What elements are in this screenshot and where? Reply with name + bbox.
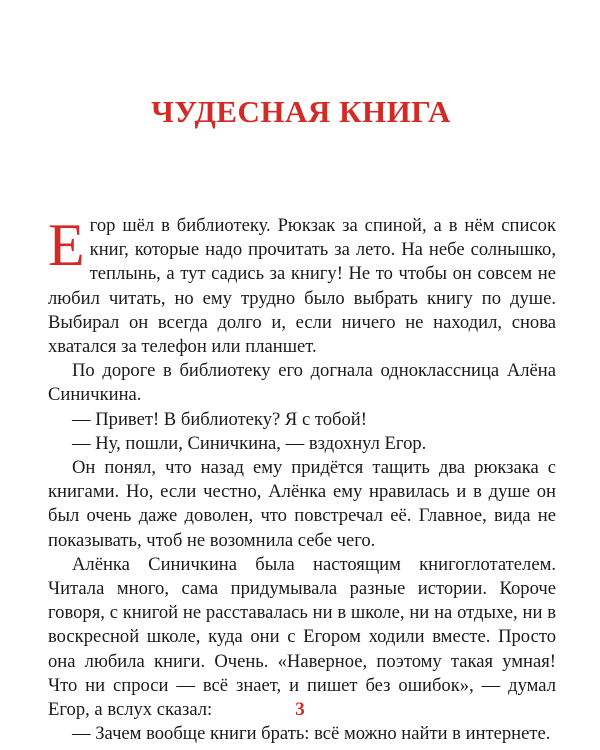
body-text bbox=[48, 214, 556, 746]
chapter-title bbox=[0, 94, 530, 130]
page-number: 3 bbox=[295, 699, 305, 720]
chapter-title-text: ЧУДЕСНАЯ КНИГА bbox=[151, 94, 451, 129]
drop-cap: Е bbox=[48, 212, 85, 278]
paragraph-6: Алёнка Синичкина была настоящим книгоглотателем. Читала много, сама придумывала разные истории. Короче говоря, с книгой не расставалась ни в школе, ни на отдыхе, ни в воскресной школе, куда они с Егором ходили вместе. Просто она любила книги. Очень. «Наверное, поэтому такая умная! Что ни спроси — всё знает, и пишет без ошибок», — думал Егор, а вслух сказал: bbox=[48, 553, 556, 721]
paragraph-3: — Привет! В библиотеку? Я с тобой! bbox=[72, 408, 367, 430]
paragraph-7: — Зачем вообще книги брать: всё можно найти в интернете. bbox=[72, 723, 551, 745]
paragraph-2: По дороге в библиотеку его догнала одноклассница Алёна Синичкина. bbox=[48, 360, 556, 406]
paragraph-4: — Ну, пошли, Синичкина, — вздохнул Егор. bbox=[72, 432, 427, 454]
paragraph-1-text: гор шёл в библиотеку. Рюкзак за спиной, а в нём список книг, которые надо прочитать за лето. На небе солнышко, теплынь, а тут садись за книгу! Не то чтобы он совсем не любил читать, но ему трудно было выбрать книгу по душе. Выбирал он всегда долго и, если ничего не находил, снова хватался за телефон или планшет. bbox=[48, 215, 556, 358]
paragraph-5: Он понял, что назад ему придётся тащить два рюкзака с книгами. Но, если честно, Алёнка ему нравилась и в душе он был очень даже доволен, что повстречал её. Главное, вида не показывать, чтоб не возомнила себе чего. bbox=[48, 457, 556, 551]
paragraph-1 bbox=[48, 214, 556, 359]
